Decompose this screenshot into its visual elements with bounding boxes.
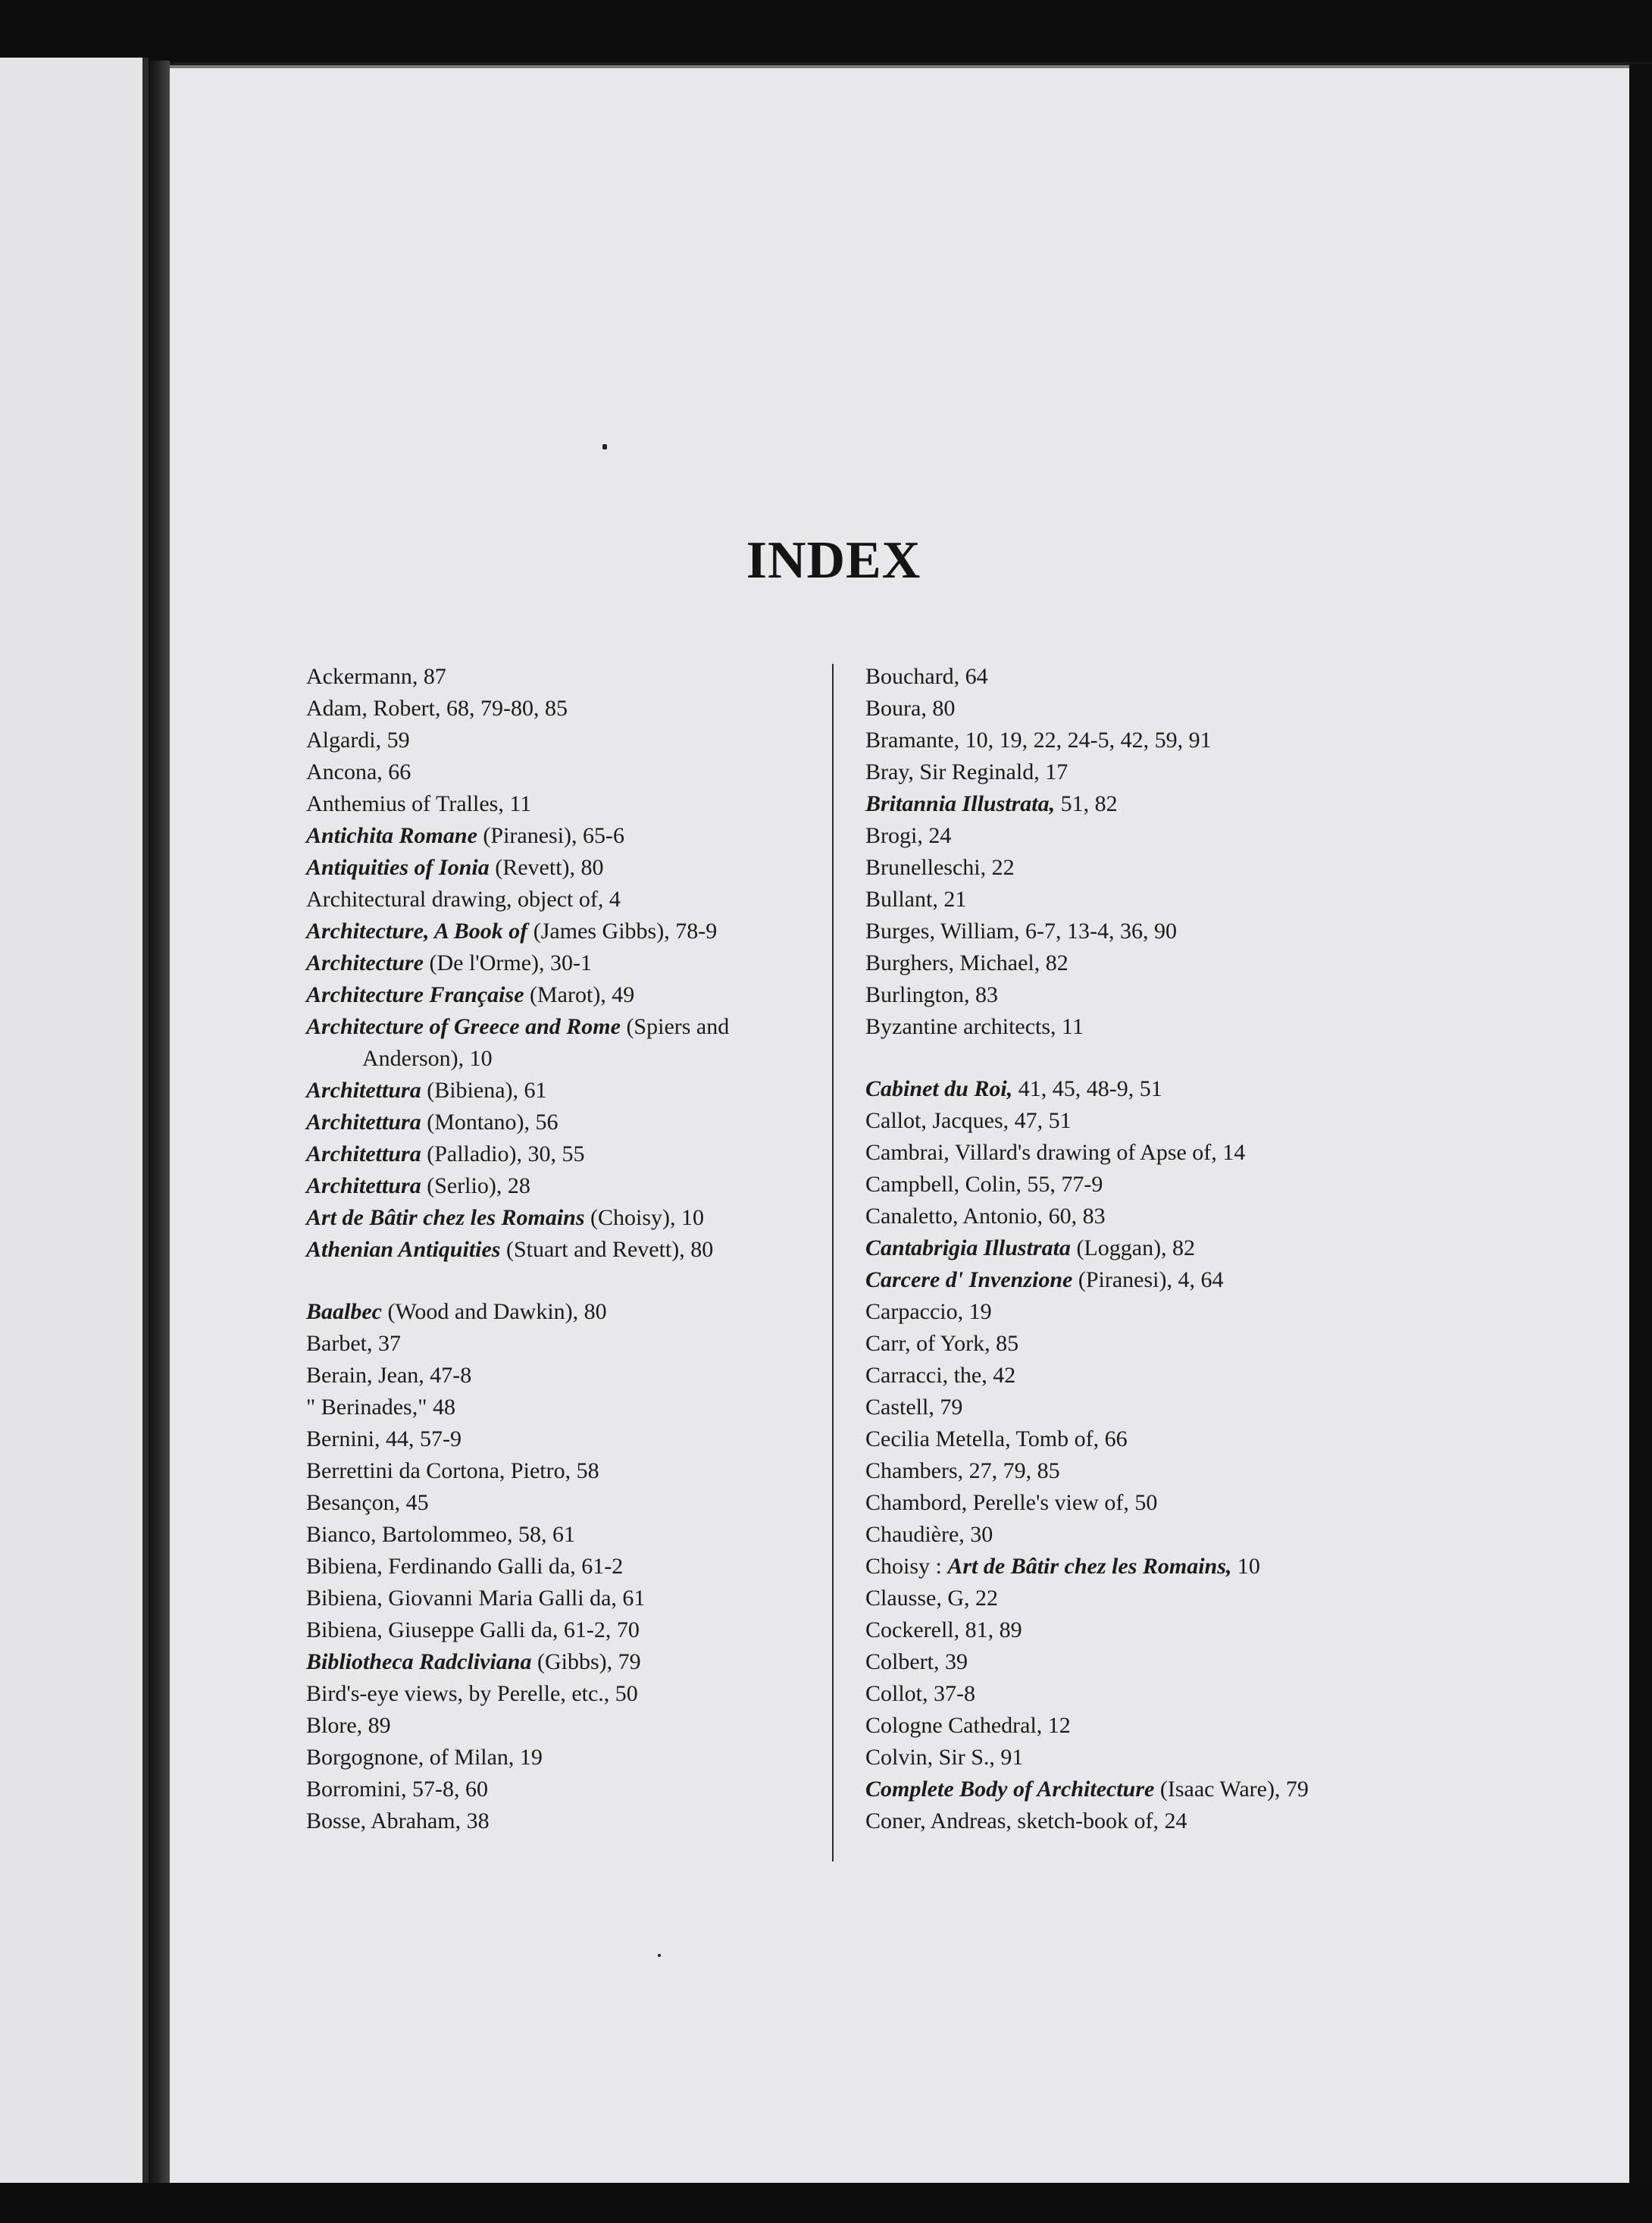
entry-text: Cecilia Metella, Tomb of, 66 <box>865 1426 1128 1451</box>
index-entry <box>865 1678 1396 1710</box>
index-entry <box>865 756 1396 788</box>
index-entry <box>865 1073 1396 1105</box>
index-entry <box>306 1551 821 1583</box>
entry-text: Algardi, 59 <box>306 728 410 753</box>
index-entry <box>306 693 821 725</box>
entry-text: Campbell, Colin, 55, 77-9 <box>865 1172 1103 1197</box>
entry-title-italic: Architecture <box>306 950 424 975</box>
index-entry <box>865 1264 1396 1296</box>
entry-title-italic: Architecture Française <box>306 982 524 1007</box>
entry-text: (Serlio), 28 <box>421 1173 530 1198</box>
index-entry <box>306 884 821 916</box>
entry-title-italic: Art de Bâtir chez les Romains, <box>947 1554 1232 1579</box>
index-entry <box>865 1011 1396 1043</box>
entry-text: Bibiena, Ferdinando Galli da, 61-2 <box>306 1554 624 1579</box>
entry-text: Chambord, Perelle's view of, 50 <box>865 1490 1158 1515</box>
entry-text: Bosse, Abraham, 38 <box>306 1808 490 1833</box>
index-entry <box>306 1455 821 1487</box>
index-entry <box>306 947 821 979</box>
entry-prefix: Choisy : <box>865 1554 948 1579</box>
index-entry <box>865 916 1396 947</box>
index-entry <box>306 1710 821 1742</box>
entry-title-italic: Antiquities of Ionia <box>306 855 490 880</box>
index-entry <box>865 693 1396 725</box>
entry-title-italic: Complete Body of Architecture <box>865 1777 1155 1802</box>
ink-speck <box>658 1954 661 1957</box>
book-spine <box>149 61 170 2190</box>
ink-speck <box>602 444 607 449</box>
entry-text: Cockerell, 81, 89 <box>865 1617 1022 1642</box>
entry-text: Clausse, G, 22 <box>865 1586 998 1611</box>
index-entry <box>865 1742 1396 1774</box>
index-entry <box>306 1328 821 1360</box>
entry-text: Burlington, 83 <box>865 982 999 1007</box>
index-entry <box>865 820 1396 852</box>
index-column-right <box>865 661 1396 1837</box>
entry-text: (Spiers and Anderson), 10 <box>362 1014 730 1071</box>
entry-text: Bouchard, 64 <box>865 664 988 689</box>
index-entry <box>306 820 821 852</box>
entry-text: (Palladio), 30, 55 <box>421 1141 585 1166</box>
index-entry <box>306 979 821 1011</box>
index-entry <box>865 947 1396 979</box>
entry-text: (Choisy), 10 <box>584 1205 705 1230</box>
facing-page-edge <box>0 58 149 2190</box>
index-entry <box>306 1614 821 1646</box>
column-divider <box>832 664 834 1861</box>
entry-text: Bibiena, Giuseppe Galli da, 61-2, 70 <box>306 1617 640 1642</box>
entry-text: 10 <box>1231 1554 1260 1579</box>
entry-text: Bullant, 21 <box>865 887 967 912</box>
index-entry <box>865 725 1396 756</box>
entry-text: 51, 82 <box>1055 791 1118 816</box>
index-entry <box>306 852 821 884</box>
entry-title-italic: Britannia Illustrata, <box>865 791 1056 816</box>
entry-text: Adam, Robert, 68, 79-80, 85 <box>306 696 568 721</box>
index-entry <box>306 1487 821 1519</box>
entry-text: (De l'Orme), 30-1 <box>424 950 592 975</box>
entry-text: (Stuart and Revett), 80 <box>500 1237 714 1262</box>
index-entry <box>306 1107 821 1138</box>
entry-text: Cambrai, Villard's drawing of Apse of, 14 <box>865 1140 1246 1165</box>
index-entry <box>865 1455 1396 1487</box>
index-entry <box>306 1519 821 1551</box>
entry-title-italic: Architecture, A Book of <box>306 919 528 944</box>
index-entry <box>306 661 821 693</box>
entry-text: Bray, Sir Reginald, 17 <box>865 759 1068 784</box>
page-title: INDEX <box>746 531 921 590</box>
index-entry <box>306 788 821 820</box>
index-entry <box>306 916 821 947</box>
index-entry <box>865 884 1396 916</box>
scan-right-border <box>1629 64 1652 2186</box>
entry-text: Architectural drawing, object of, 4 <box>306 887 621 912</box>
entry-text: Boura, 80 <box>865 696 956 721</box>
entry-text: Borgognone, of Milan, 19 <box>306 1745 543 1770</box>
entry-text: Berrettini da Cortona, Pietro, 58 <box>306 1458 599 1483</box>
index-entry <box>865 1392 1396 1423</box>
entry-text: Blore, 89 <box>306 1713 391 1738</box>
index-entry <box>865 1583 1396 1614</box>
index-entry <box>865 1487 1396 1519</box>
index-entry <box>306 1234 821 1266</box>
index-entry <box>865 852 1396 884</box>
entry-text: Cologne Cathedral, 12 <box>865 1713 1071 1738</box>
index-entry <box>865 1614 1396 1646</box>
index-entry <box>306 725 821 756</box>
index-entry <box>865 661 1396 693</box>
entry-text: Carracci, the, 42 <box>865 1363 1016 1388</box>
entry-text: (Gibbs), 79 <box>531 1649 641 1674</box>
entry-text: Bernini, 44, 57-9 <box>306 1426 461 1451</box>
entry-title-italic: Architettura <box>306 1173 421 1198</box>
entry-title-italic: Cantabrigia Illustrata <box>865 1235 1071 1260</box>
entry-text: Brunelleschi, 22 <box>865 855 1015 880</box>
entry-text: Berain, Jean, 47-8 <box>306 1363 472 1388</box>
index-entry <box>306 1138 821 1170</box>
entry-text: Byzantine architects, 11 <box>865 1014 1084 1039</box>
entry-text: " Berinades," 48 <box>306 1395 455 1420</box>
entry-text: Ancona, 66 <box>306 759 411 784</box>
index-entry <box>306 1360 821 1392</box>
entry-title-italic: Athenian Antiquities <box>306 1237 501 1262</box>
index-entry <box>306 756 821 788</box>
index-entry <box>865 1232 1396 1264</box>
index-entry <box>306 1170 821 1202</box>
entry-title-italic: Baalbec <box>306 1299 382 1324</box>
index-entry <box>306 1011 821 1075</box>
index-entry <box>865 1137 1396 1169</box>
entry-text: Colvin, Sir S., 91 <box>865 1745 1024 1770</box>
index-entry <box>865 1423 1396 1455</box>
entry-text: Bianco, Bartolommeo, 58, 61 <box>306 1522 575 1547</box>
index-entry <box>306 1423 821 1455</box>
index-entry <box>865 1296 1396 1328</box>
entry-title-italic: Architettura <box>306 1078 421 1103</box>
entry-title-italic: Cabinet du Roi, <box>865 1076 1013 1101</box>
entry-text: Chaudière, 30 <box>865 1522 993 1547</box>
entry-title-italic: Bibliotheca Radcliviana <box>306 1649 532 1674</box>
entry-text: Bramante, 10, 19, 22, 24-5, 42, 59, 91 <box>865 728 1212 753</box>
entry-text: Bird's-eye views, by Perelle, etc., 50 <box>306 1681 638 1706</box>
entry-text: Castell, 79 <box>865 1395 963 1420</box>
entry-text: Callot, Jacques, 47, 51 <box>865 1108 1072 1133</box>
entry-text: Canaletto, Antonio, 60, 83 <box>865 1204 1106 1229</box>
entry-text: (Bibiena), 61 <box>421 1078 547 1103</box>
entry-text: Collot, 37-8 <box>865 1681 976 1706</box>
entry-text: 41, 45, 48-9, 51 <box>1012 1076 1162 1101</box>
index-entry <box>865 1710 1396 1742</box>
index-column-left <box>306 661 821 1837</box>
index-entry <box>306 1678 821 1710</box>
entry-text: Barbet, 37 <box>306 1331 401 1356</box>
entry-text: (Revett), 80 <box>489 855 604 880</box>
index-entry <box>865 1805 1396 1837</box>
entry-text: Carr, of York, 85 <box>865 1331 1019 1356</box>
entry-text: (James Gibbs), 78-9 <box>527 919 718 944</box>
index-entry <box>306 1075 821 1107</box>
index-entry <box>306 1583 821 1614</box>
entry-text: Burghers, Michael, 82 <box>865 950 1068 975</box>
entry-title-italic: Carcere d' Invenzione <box>865 1267 1073 1292</box>
index-entry <box>865 979 1396 1011</box>
index-entry <box>306 1742 821 1774</box>
entry-text: (Marot), 49 <box>524 982 635 1007</box>
entry-text: (Montano), 56 <box>421 1110 558 1135</box>
index-entry <box>865 1774 1396 1805</box>
entry-text: Colbert, 39 <box>865 1649 968 1674</box>
index-entry <box>306 1296 821 1328</box>
entry-text: Burges, William, 6-7, 13-4, 36, 90 <box>865 919 1177 944</box>
index-entry <box>865 788 1396 820</box>
entry-title-italic: Architecture of Greece and Rome <box>306 1014 621 1039</box>
entry-text: Coner, Andreas, sketch-book of, 24 <box>865 1808 1187 1833</box>
entry-title-italic: Architettura <box>306 1141 421 1166</box>
index-entry <box>865 1519 1396 1551</box>
entry-text: Besançon, 45 <box>306 1490 429 1515</box>
index-entry <box>306 1392 821 1423</box>
entry-title-italic: Antichita Romane <box>306 823 477 848</box>
index-entry <box>865 1201 1396 1232</box>
entry-text: Chambers, 27, 79, 85 <box>865 1458 1060 1483</box>
index-entry <box>865 1646 1396 1678</box>
entry-text: (Piranesi), 4, 64 <box>1072 1267 1224 1292</box>
entry-text: Brogi, 24 <box>865 823 952 848</box>
entry-title-italic: Architettura <box>306 1110 421 1135</box>
index-entry <box>306 1646 821 1678</box>
index-entry <box>865 1328 1396 1360</box>
index-entry <box>306 1805 821 1837</box>
entry-text: Bibiena, Giovanni Maria Galli da, 61 <box>306 1586 646 1611</box>
entry-title-italic: Art de Bâtir chez les Romains <box>306 1205 585 1230</box>
entry-text: (Wood and Dawkin), 80 <box>381 1299 607 1324</box>
index-entry <box>865 1360 1396 1392</box>
index-entry <box>306 1202 821 1234</box>
scan-top-border <box>0 0 1652 62</box>
entry-text: (Isaac Ware), 79 <box>1154 1777 1309 1802</box>
entry-text: Borromini, 57-8, 60 <box>306 1777 488 1802</box>
index-entry <box>865 1105 1396 1137</box>
entry-text: (Piranesi), 65-6 <box>477 823 625 848</box>
scan-bottom-border <box>0 2183 1652 2223</box>
index-entry <box>306 1774 821 1805</box>
index-entry <box>865 1169 1396 1201</box>
entry-text: Ackermann, 87 <box>306 664 446 689</box>
entry-text: Anthemius of Tralles, 11 <box>306 791 532 816</box>
entry-text: (Loggan), 82 <box>1070 1235 1196 1260</box>
entry-text: Carpaccio, 19 <box>865 1299 992 1324</box>
index-entry <box>865 1551 1396 1583</box>
